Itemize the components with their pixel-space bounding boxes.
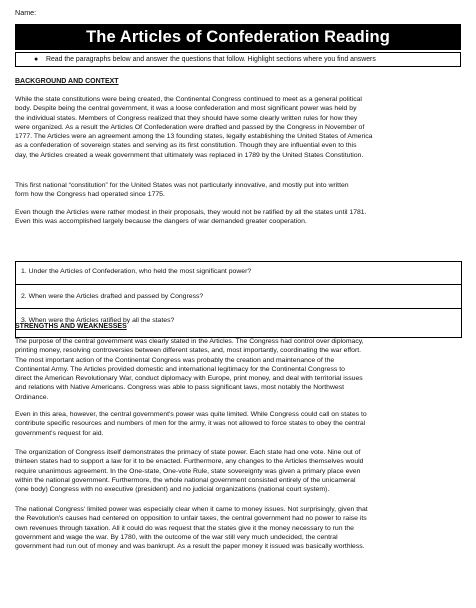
- text-line: require unanimous agreement. In the One-state, One-vote Rule, state sovereignty was given a primary place even: [15, 467, 361, 475]
- question-2: 2. When were the Articles drafted and passed by Congress?: [21, 293, 204, 300]
- text-line: The organization of Congress itself demonstrates the primacy of state power. Each state had one vote. Nine out of: [15, 449, 361, 456]
- text-line: 1777. The Articles were an agreement among the 13 founding states, legally establishing the United States of America: [15, 133, 373, 141]
- text-line: direct the American Revolutionary War, conduct diplomacy with Europe, print money, and deal with territorial issues: [15, 375, 363, 383]
- text-line: This first national “constitution” for the United States was not particularly innovative, and mostly put into written: [15, 182, 349, 189]
- strengths-paragraph-3: [15, 448, 461, 494]
- text-line: government and wage the war. By 1780, with the outcome of the war still very much undecided, the central: [15, 533, 338, 541]
- text-line: Even in this area, however, the central government's power was quite limited. While Congress could call on states to: [15, 411, 367, 418]
- text-line: (one body) Congress with no executive (president) and no judicial organizations (national court system).: [15, 486, 330, 494]
- page-title: The Articles of Confederation Reading: [15, 24, 461, 50]
- text-line: day, the Articles created a weak government that ultimately was replaced in 1789 by the United States Constitution.: [15, 151, 364, 159]
- text-line: body. Despite being the central government, it was a loose confederation and most significant power was held by: [15, 105, 357, 113]
- divider: [16, 308, 461, 309]
- name-label: Name:: [15, 8, 37, 17]
- text-line: as a confederation of sovereign states and serving as its first constitution. Though they are influential even to this: [15, 142, 357, 150]
- strengths-paragraph-4: [15, 505, 461, 551]
- divider: [16, 284, 461, 285]
- strengths-heading: STRENGTHS AND WEAKNESSES: [15, 323, 127, 330]
- text-line: the Revolution's causes had centered on opposition to unfair taxes, the central government had no power to raise its: [15, 515, 367, 523]
- background-paragraph-3: [15, 208, 461, 227]
- text-line: and relations with Native Americans. Congress was able to pass significant laws, most notably the Northwest: [15, 384, 345, 392]
- strengths-paragraph-1: [15, 337, 461, 402]
- instructions-box: [15, 52, 461, 67]
- text-line: printing money, resolving controversies between different states, and, most importantly, coordinating the war effort.: [15, 347, 362, 355]
- text-line: thirteen states had to support a law for it to be enacted. Furthermore, any changes to the Articles themselves would: [15, 458, 364, 466]
- bullet-icon: ●: [34, 56, 39, 63]
- text-line: The purpose of the central government was clearly stated in the Articles. The Congress had control over diplomacy,: [15, 338, 364, 345]
- background-heading: BACKGROUND AND CONTEXT: [15, 78, 119, 85]
- background-paragraph-2: [15, 181, 461, 200]
- text-line: Continental Army. The Articles provided domestic and international legitimacy for the Continental Congress to: [15, 365, 345, 373]
- text-line: While the state constitutions were being created, the Continental Congress continued to meet as a general political: [15, 96, 362, 103]
- instructions-text: Read the paragraphs below and answer the questions that follow. Highlight sections where you find answers: [46, 56, 376, 63]
- text-line: were organized. As a result the Articles Of Confederation were drafted and passed by the Congress in November of: [15, 123, 365, 131]
- text-line: the individual states. Members of Congress realized that they should have some clearly written rules for how they: [15, 114, 358, 122]
- text-line: The most important action of the Continental Congress was probably the creation and maintenance of the: [15, 356, 335, 364]
- text-line: Ordinance.: [15, 393, 49, 401]
- strengths-paragraph-2: [15, 410, 461, 438]
- text-line: government had run out of money and was bankrupt. As a result the paper money it issued was basically worthless.: [15, 543, 365, 551]
- question-3: 3. When were the Articles ratified by all the states?: [21, 317, 175, 324]
- text-line: government's request for aid.: [15, 429, 104, 437]
- text-line: own revenues through taxation. All it could do was request that the states give it the money necessary to run the: [15, 524, 354, 532]
- text-line: Even though the Articles were rather modest in their proposals, they would not be ratified by all the states until 1781.: [15, 209, 367, 216]
- text-line: Even this was accomplished largely because the dangers of war demanded greater cooperation.: [15, 218, 307, 226]
- question-1: 1. Under the Articles of Confederation, who held the most significant power?: [21, 268, 252, 275]
- background-paragraph-1: [15, 95, 461, 160]
- text-line: The national Congress' limited power was especially clear when it came to money issues. Not surprisingly, given that: [15, 506, 368, 513]
- text-line: within the national government. Furthermore, the whole national government consisted entirely of the unicameral: [15, 476, 356, 484]
- text-line: contribute specific resources and numbers of men for the army, it was not allowed to force states to obey the central: [15, 420, 366, 428]
- text-line: form how the Congress had operated since 1775.: [15, 191, 165, 199]
